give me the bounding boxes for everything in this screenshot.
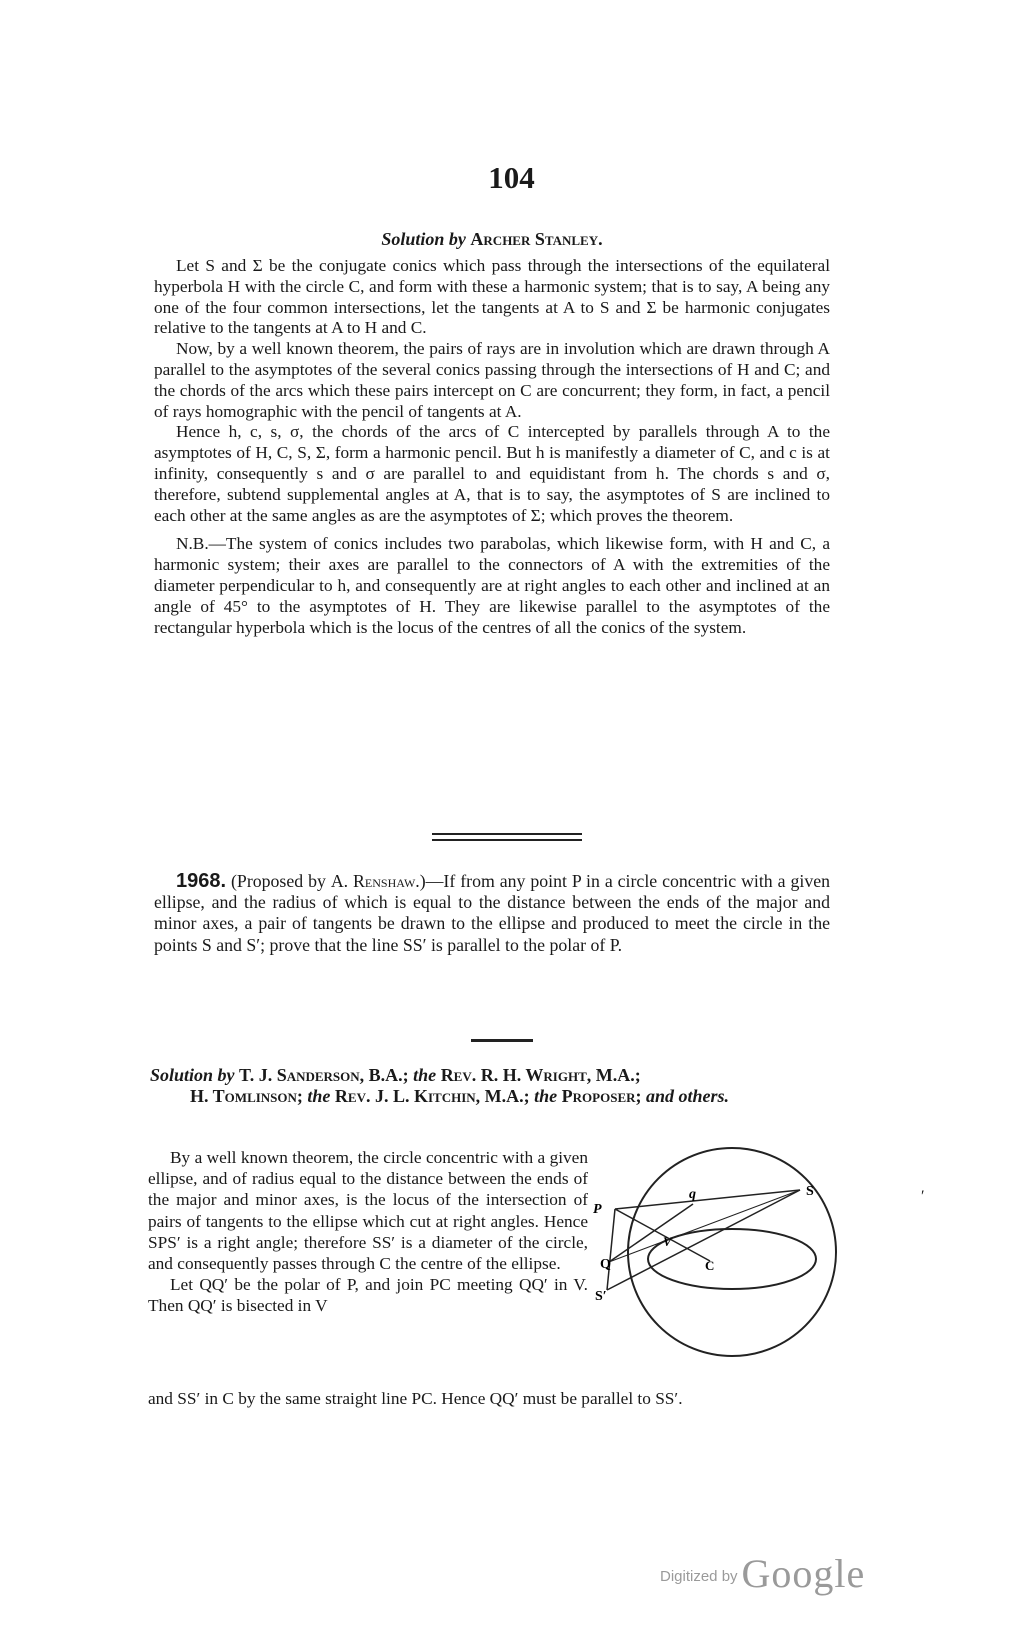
geometry-figure [593,1140,860,1370]
paragraph: By a well known theorem, the circle concentric with a given ellipse, and of radius equal to the distance between the ends of the major and minor axes, is the locus of the intersection of pairs of tangents to the ellipse which cut at right angles. Hence SPS′ is a right angle; therefore SS′ is a diameter of the circle, and consequently passes through C the centre of the ellipse. [148,1148,588,1274]
chord-line [609,1190,800,1262]
nb-paragraph: N.B.—The system of conics includes two parabolas, which likewise form, with H and C, a harmonic system; their axes are parallel to the connectors of A with the extremities of the diameter perpendicular to h, and consequently are at right angles to each other and inclined at an angle of 45° to the asymptotes of H. They are likewise parallel to the asymptotes of the rectangular hyperbola which is the locus of the centres of all the conics of the system. [154,534,830,637]
solution2-body [148,1147,588,1317]
question-pre: (Proposed by [231,871,326,891]
solution-body [154,256,830,638]
solution2-tail: and others. [646,1086,730,1106]
label-c: C [705,1258,715,1273]
diameter-ss [607,1190,800,1290]
paragraph: Let S and Σ be the conjugate conics which pass through the intersections of the equilateral hyperbola H with the circle C, and form with these a harmonic system; that is to say, A being any one of the four common intersections, let the tangents at A to S and Σ be harmonic conjugates relative to the tangents at A to H and C. [154,256,830,338]
label-p: P [593,1202,602,1217]
question-block [154,871,830,956]
solver-name: Rev. R. H. Wright, M.A.; [440,1065,641,1085]
solver-name: H. Tomlinson; [190,1086,303,1106]
solution2-prefix: Solution by [150,1065,235,1085]
solution2-heading [150,1065,830,1107]
tangent-line [607,1209,615,1290]
paragraph: Now, by a well known theorem, the pairs of rays are in involution which are drawn through A parallel to the asymptotes of the several conics passing through the intersections of H and C; and the chords of the arcs which these pairs intercept on C are concurrent; they form, in fact, a pencil of rays homographic with the pencil of tangents at A. [154,339,830,421]
word-the: the [307,1086,331,1106]
digitized-watermark [660,1550,865,1597]
page-number: 104 [488,160,535,195]
question-number: 1968. [176,870,227,892]
label-v: V [663,1234,672,1249]
solution-author: Archer Stanley. [470,229,603,249]
section-divider [432,833,582,841]
word-the: the [413,1065,437,1085]
solver-name: T. J. Sanderson, B.A.; [239,1065,409,1085]
solution-prefix: Solution by [381,229,466,249]
label-q: q [689,1187,696,1202]
solver-name: Rev. J. L. Kitchin, M.A.; [334,1086,530,1106]
label-q2: Q [600,1257,611,1272]
question-divider [471,1039,533,1042]
paragraph: Let QQ′ be the polar of P, and join PC meeting QQ′ in V. Then QQ′ is bisected in V [148,1275,588,1316]
label-s-prime: S′ [595,1289,607,1304]
word-the: the [534,1086,558,1106]
watermark-small: Digitized by [660,1568,738,1585]
circle-shape [628,1148,836,1356]
solution-heading [154,229,830,250]
stray-mark: ′ [921,1188,925,1205]
final-line: and SS′ in C by the same straight line PC. Hence QQ′ must be parallel to SS′. [148,1389,683,1408]
question-text: )—If from any point P in a circle concentric with a given ellipse, and the radius of which is equal to the distance between the ends of the major and minor axes, a pair of tangents be drawn to the ellipse and produced to meet the circle in the points S and S′; prove that the line SS′ is parallel to the polar of P. [154,871,830,955]
label-s: S [806,1184,814,1199]
paragraph: Hence h, c, s, σ, the chords of the arcs of C intercepted by parallels through A to the asymptotes of H, C, S, Σ, form a harmonic pencil. But h is manifestly a diameter of C, and c is at infinity, consequently s and σ are parallel to and equidistant from h. The chords s and σ, therefore, subtend supplemental angles at A, that is to say, the asymptotes of S are inclined to each other at the same angles as are the asymptotes of Σ; which proves the theorem. [154,422,830,525]
google-logo: Google [741,1551,866,1596]
question-proposer: A. Renshaw. [330,871,420,891]
solver-name: Proposer; [561,1086,642,1106]
